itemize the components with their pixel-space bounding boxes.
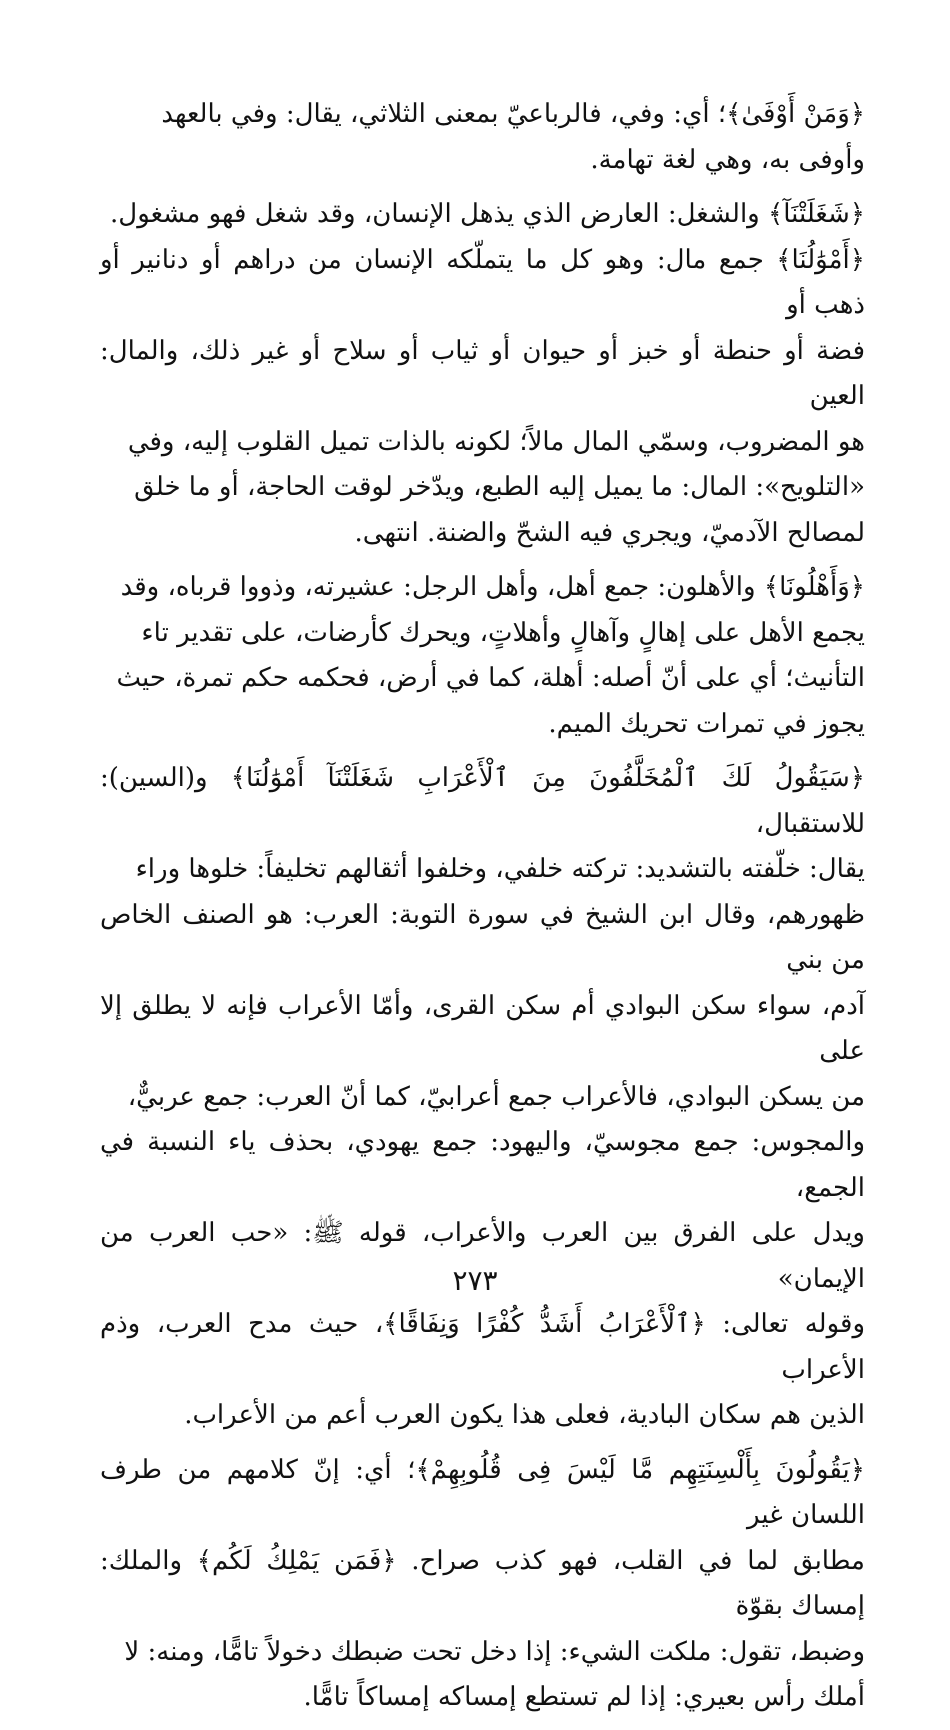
text-line: ﴿أَمْوَٰلُنَا﴾ جمع مال: وهو كل ما يتملّكه الإنسان من دراهم أو دنانير أو ذهب أو xyxy=(100,244,865,320)
text-line: الذين هم سكان البادية، فعلى هذا يكون العرب أعم من الأعراب. xyxy=(184,1400,865,1430)
paragraph-4 xyxy=(100,756,865,1439)
text-line: ويدل على الفرق بين العرب والأعراب، قوله ﷺ: «حب العرب من الإيمان» xyxy=(100,1218,865,1294)
text-line: ﴿وَمَنْ أَوْفَىٰ﴾؛ أي: وفي، فالرباعيّ بمعنى الثلاثي، يقال: وفي بالعهد xyxy=(161,99,865,129)
text-line: ﴿سَيَقُولُ لَكَ ٱلْمُخَلَّفُونَ مِنَ ٱلْأَعْرَابِ شَغَلَتْنَآ أَمْوَٰلُنَا﴾ و(السين): للاستقبال، xyxy=(100,763,865,839)
text-line: من يسكن البوادي، فالأعراب جمع أعرابيّ، كما أنّ العرب: جمع عربيٌّ، xyxy=(127,1081,865,1112)
text-line: «التلويح»: المال: ما يميل إليه الطبع، ويدّخر لوقت الحاجة، أو ما خلق xyxy=(134,472,865,502)
text-line: ﴿وَأَهْلُونَا﴾ والأهلون: جمع أهل، وأهل الرجل: عشيرته، وذووا قرباه، وقد xyxy=(120,572,865,602)
page-number: ٢٧٣ xyxy=(452,1264,498,1297)
text-line: وضبط، تقول: ملكت الشيء: إذا دخل تحت ضبطك دخولاً تامًّا، ومنه: لا xyxy=(124,1636,865,1667)
text-line: هو المضروب، وسمّي المال مالاً؛ لكونه بالذات تميل القلوب إليه، وفي xyxy=(127,426,865,457)
text-line: وأوفى به، وهي لغة تهامة. xyxy=(590,144,865,175)
paragraph-3 xyxy=(100,565,865,747)
text-line: يجوز في تمرات تحريك الميم. xyxy=(548,708,865,739)
text-line: ﴿يَقُولُونَ بِأَلْسِنَتِهِم مَّا لَيْسَ فِى قُلُوبِهِمْ﴾؛ أي: إنّ كلامهم من طرف اللسان غير xyxy=(100,1454,865,1530)
text-line: التأنيث؛ أي على أنّ أصله: أهلة، كما في أرض، فحكمه حكم تمرة، حيث xyxy=(116,663,865,693)
text-line: والمجوس: جمع مجوسيّ، واليهود: جمع يهودي، بحذف ياء النسبة في الجمع، xyxy=(100,1127,865,1203)
text-line: أملك رأس بعيري: إذا لم تستطع إمساكه إمساكاً تامًّا. xyxy=(303,1682,865,1712)
text-line: ﴿شَغَلَتْنَآ﴾ والشغل: العارض الذي يذهل الإنسان، وقد شغل فهو مشغول. xyxy=(110,199,865,229)
text-line: وقوله تعالى: ﴿ٱلْأَعْرَابُ أَشَدُّ كُفْرًا وَنِفَاقًا﴾، حيث مدح العرب، وذم الأعراب xyxy=(100,1309,865,1385)
paragraph-2 xyxy=(100,192,865,556)
text-line: لمصالح الآدميّ، ويجري فيه الشحّ والضنة. انتهى. xyxy=(354,517,865,548)
paragraph-5 xyxy=(100,1448,865,1721)
text-line: فضة أو حنطة أو خبز أو حيوان أو ثياب أو سلاح أو غير ذلك، والمال: العين xyxy=(100,335,865,411)
text-line: آدم، سواء سكن البوادي أم سكن القرى، وأمّا الأعراب فإنه لا يطلق إلا على xyxy=(100,990,865,1066)
paragraph-1 xyxy=(100,92,865,183)
text-line: ظهورهم، وقال ابن الشيخ في سورة التوبة: العرب: هو الصنف الخاص من بني xyxy=(100,899,865,975)
text-line: يجمع الأهل على إهالٍ وآهالٍ وأهلاتٍ، ويحرك كأرضات، على تقدير تاء xyxy=(141,617,865,648)
text-line: مطابق لما في القلب، فهو كذب صراح. ﴿فَمَن يَمْلِكُ لَكُم﴾ والملك: إمساك بقوّة xyxy=(100,1545,865,1621)
page-body xyxy=(100,92,865,1730)
text-line: يقال: خلّفته بالتشديد: تركته خلفي، وخلفوا أثقالهم تخليفاً: خلوها وراء xyxy=(135,854,865,884)
